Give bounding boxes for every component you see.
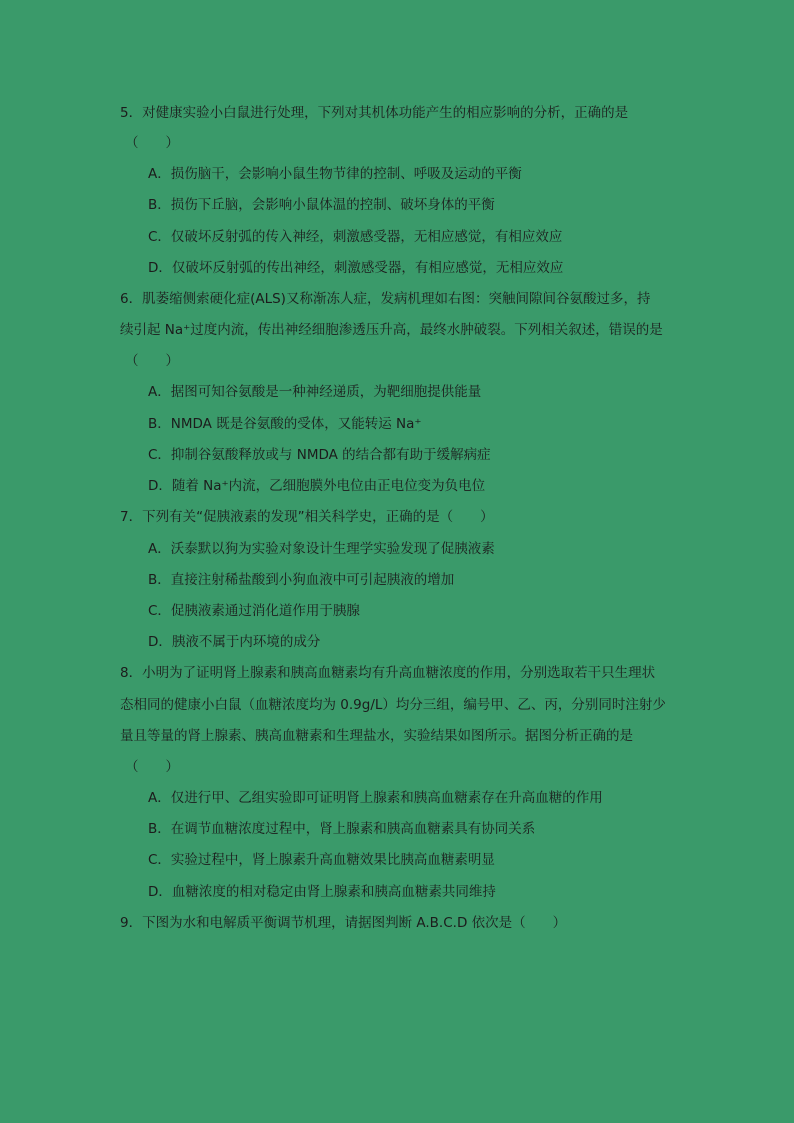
q8-option-a: A．仅进行甲、乙组实验即可证明肾上腺素和胰高血糖素存在升高血糖的作用 [148, 790, 603, 806]
q7-option-d: D．胰液不属于内环境的成分 [148, 634, 321, 650]
q8-option-d: D．血糖浓度的相对稳定由肾上腺素和胰高血糖素共同维持 [148, 884, 496, 900]
q5-stem-line-1: 5．对健康实验小白鼠进行处理，下列对其机体功能产生的相应影响的分析，正确的是 [120, 105, 629, 121]
q7-option-c: C．促胰液素通过消化道作用于胰腺 [148, 603, 360, 619]
q7-stem-line-1: 7．下列有关“促胰液素的发现”相关科学史，正确的是（ ） [120, 509, 494, 525]
q8-answer-paren: （ ） [125, 759, 179, 775]
q7-option-a: A．沃泰默以狗为实验对象设计生理学实验发现了促胰液素 [148, 541, 495, 557]
q5-option-c: C．仅破坏反射弧的传入神经，刺激感受器，无相应感觉，有相应效应 [148, 229, 563, 245]
q5-option-d: D．仅破坏反射弧的传出神经，刺激感受器，有相应感觉，无相应效应 [148, 260, 564, 276]
q5-option-b: B．损伤下丘脑，会影响小鼠体温的控制、破坏身体的平衡 [148, 197, 495, 213]
q7-option-b: B．直接注射稀盐酸到小狗血液中可引起胰液的增加 [148, 572, 455, 588]
q8-stem-line-1: 8．小明为了证明肾上腺素和胰高血糖素均有升高血糖浓度的作用，分别选取若干只生理状 [120, 665, 656, 681]
q6-option-d: D．随着 Na⁺内流，乙细胞膜外电位由正电位变为负电位 [148, 478, 486, 494]
q6-stem-line-2: 续引起 Na⁺过度内流，传出神经细胞渗透压升高，最终水肿破裂。下列相关叙述，错误的是 [120, 322, 663, 338]
q5-answer-paren: （ ） [125, 135, 179, 151]
q5-option-a: A．损伤脑干，会影响小鼠生物节律的控制、呼吸及运动的平衡 [148, 166, 522, 182]
q6-answer-paren: （ ） [125, 353, 179, 369]
q8-stem-line-2: 态相同的健康小白鼠（血糖浓度均为 0.9g/L）均分三组，编号甲、乙、丙，分别同时注射少 [120, 697, 666, 713]
q8-option-b: B．在调节血糖浓度过程中，肾上腺素和胰高血糖素具有协同关系 [148, 821, 536, 837]
q6-stem-line-1: 6．肌萎缩侧索硬化症(ALS)又称渐冻人症，发病机理如右图：突触间隙间谷氨酸过多，持 [120, 291, 651, 307]
q8-option-c: C．实验过程中，肾上腺素升高血糖效果比胰高血糖素明显 [148, 852, 495, 868]
q6-option-b: B．NMDA 既是谷氨酸的受体，又能转运 Na⁺ [148, 416, 422, 432]
q6-option-c: C．抑制谷氨酸释放或与 NMDA 的结合都有助于缓解病症 [148, 447, 491, 463]
q8-stem-line-3: 量且等量的肾上腺素、胰高血糖素和生理盐水，实验结果如图所示。据图分析正确的是 [120, 728, 633, 744]
q9-stem-line-1: 9．下图为水和电解质平衡调节机理，请据图判断 A.B.C.D 依次是（ ） [120, 915, 567, 931]
q6-option-a: A．据图可知谷氨酸是一种神经递质，为靶细胞提供能量 [148, 384, 482, 400]
